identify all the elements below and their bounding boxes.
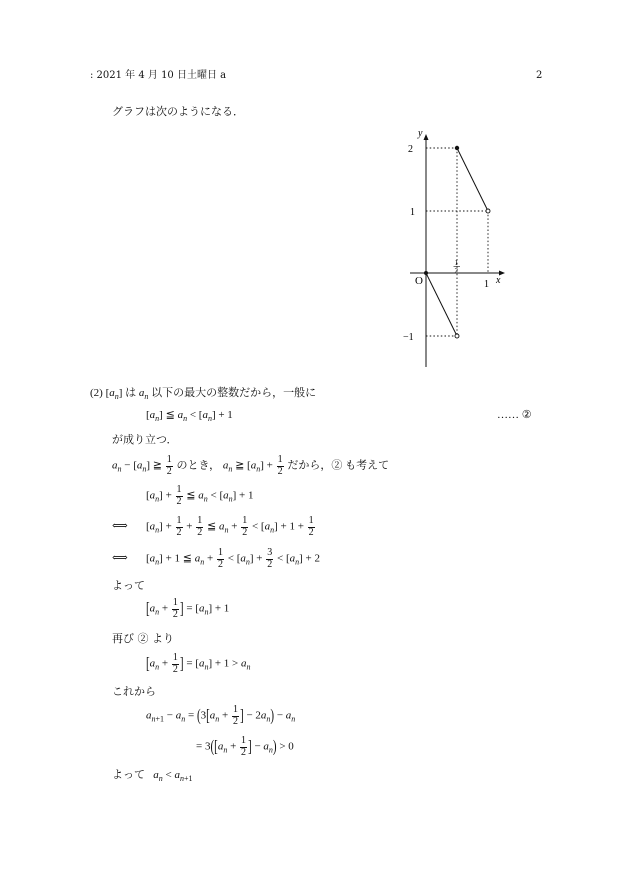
again-text: 再び ② より (112, 632, 174, 645)
from-this-text: これから (112, 685, 156, 698)
iff-symbol-1: ⟺ (112, 520, 128, 532)
closed-point-origin (424, 271, 428, 275)
conclusion-line: よって $a_n < a_{n+1}$ (112, 769, 193, 784)
floor-compare: [$a_n$ + $\frac{1}{2}$ ] = $[a_n] + 1 > a_n$ (146, 652, 251, 675)
header-left: : 2021 年 4 月 10 日土曜日 a (90, 70, 227, 81)
condition-a: のとき， (176, 459, 221, 472)
intro-text: グラフは次のようになる． (112, 105, 244, 118)
ineq-line-3: $[a_n] + 1$ ≦ $a_n$ + $\frac{1}{2}$ < $[a_n]$ + $\frac{3}{2}$ < $[a_n] + 2$ (146, 547, 320, 570)
therefore-1: よって (112, 579, 145, 592)
y-tick-1: 1 (410, 207, 415, 218)
y-tick-2: 2 (408, 144, 413, 155)
equation-2: $[a_n]$ ≦ $a_n < [a_n] + 1$ (146, 409, 233, 424)
difference-line-1: $a_{n+1} - a_n = (3[a_n$ + $\frac{1}{2}$ ] − $2a_n) - a_n$ (146, 704, 296, 727)
open-point-1-1 (486, 209, 490, 213)
page-number: 2 (536, 70, 543, 81)
y-axis-arrow (424, 134, 429, 140)
x-tick-1: 1 (484, 279, 489, 290)
y-axis-label: y (418, 128, 423, 139)
part2-intro-line: (2) $[a_n]$ は $a_n$ 以下の最大の整数だから，一般に (90, 387, 317, 402)
floor-result: [$a_n$ + $\frac{1}{2}$ ] = $[a_n] + 1$ (146, 597, 230, 620)
graph-segment-2 (457, 148, 488, 211)
part2-intro-a: は (125, 387, 137, 399)
open-point-half-minus1 (455, 334, 459, 338)
iff-symbol-2: ⟺ (112, 552, 128, 564)
therefore-2: よって (112, 769, 145, 781)
equation-2-tag: …… ② (497, 409, 532, 421)
part2-label: (2) (90, 387, 103, 399)
y-tick-minus1: −1 (403, 332, 414, 343)
ineq-line-1: $[a_n]$ + $\frac{1}{2}$ ≦ $a_n < [a_n] + 1$ (146, 484, 254, 507)
holds-text: が成り立つ． (112, 433, 178, 446)
part2-intro-b: 以下の最大の整数だから，一般に (151, 387, 317, 399)
closed-point-half-2 (455, 146, 459, 150)
origin-label: O (415, 275, 423, 287)
condition-b: だから，② も考えて (287, 459, 390, 472)
difference-line-2: = $3([a_n$ + $\frac{1}{2}$ ] − $a_n) > 0$ (196, 735, 294, 758)
x-tick-half-num: 1 (454, 259, 458, 267)
ineq-line-2: $[a_n]$ + $\frac{1}{2}$ + $\frac{1}{2}$ ≦ $a_n$ + $\frac{1}{2}$ < $[a_n] + 1$ + $\frac{1}{2}$ (146, 515, 314, 538)
x-tick-half-den: 2 (454, 267, 458, 275)
x-axis-label: x (496, 275, 501, 286)
graph-segment-1 (426, 273, 457, 336)
condition-line: $a_n - [a_n]$ ≧ $\frac{1}{2}$ のとき， $a_n$ ≧ $[a_n]$ + $\frac{1}{2}$ だから，② も考えて (112, 454, 390, 477)
